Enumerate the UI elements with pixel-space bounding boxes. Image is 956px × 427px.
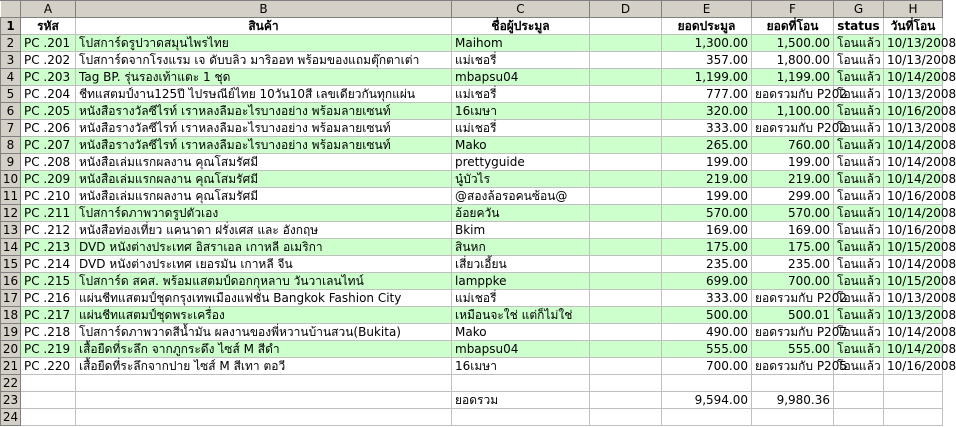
- cell-bid-amount[interactable]: 555.00: [662, 341, 752, 358]
- cell-transfer-date[interactable]: [884, 375, 943, 392]
- cell-empty[interactable]: [590, 239, 662, 256]
- table-row: [1, 239, 943, 256]
- column-header-g[interactable]: G: [834, 1, 884, 18]
- cell-transferred[interactable]: ยอดรวมกับ P202: [752, 120, 834, 137]
- cell-bid-amount[interactable]: [662, 409, 752, 426]
- cell-empty[interactable]: [590, 120, 662, 137]
- cell-transferred[interactable]: [752, 409, 834, 426]
- cell-status[interactable]: โอนแล้ว: [834, 324, 884, 341]
- cell-transfer-date[interactable]: 10/15/2008: [884, 239, 943, 256]
- row-header[interactable]: 8: [1, 137, 21, 154]
- cell-transfer-date[interactable]: 10/14/2008: [884, 69, 943, 86]
- cell-transfer-date[interactable]: 10/13/2008: [884, 290, 943, 307]
- cell-empty[interactable]: [590, 205, 662, 222]
- cell-bid-amount[interactable]: 699.00: [662, 273, 752, 290]
- cell-transfer-date[interactable]: 10/14/2008: [884, 137, 943, 154]
- cell-bid-amount[interactable]: 357.00: [662, 52, 752, 69]
- cell-bid-amount[interactable]: 700.00: [662, 358, 752, 375]
- column-header-a[interactable]: A: [21, 1, 76, 18]
- row-header[interactable]: 20: [1, 341, 21, 358]
- cell-status[interactable]: [834, 409, 884, 426]
- cell-product[interactable]: โปสการ์ดจากโรงแรม เจ ดับบลิว มาริออท พร้อมของแถมตุ๊กตาเต่า: [76, 52, 452, 69]
- row-header[interactable]: 17: [1, 290, 21, 307]
- cell-status[interactable]: โอนแล้ว: [834, 273, 884, 290]
- table-row: [1, 188, 943, 205]
- cell-bid-amount[interactable]: 9,594.00: [662, 392, 752, 409]
- table-row: [1, 205, 943, 222]
- table-row: [1, 137, 943, 154]
- cell-transferred[interactable]: 1,500.00: [752, 35, 834, 52]
- cell-bid-amount[interactable]: 490.00: [662, 324, 752, 341]
- table-row: [1, 375, 943, 392]
- row-header[interactable]: 2: [1, 35, 21, 52]
- cell-product[interactable]: หนังสือเล่มแรกผลงาน คุณโสมรัศมี: [76, 171, 452, 188]
- cell-bid-amount[interactable]: 235.00: [662, 256, 752, 273]
- cell-status[interactable]: โอนแล้ว: [834, 358, 884, 375]
- cell-bid-amount[interactable]: 219.00: [662, 171, 752, 188]
- column-header-e[interactable]: E: [662, 1, 752, 18]
- cell-transferred[interactable]: 555.00: [752, 341, 834, 358]
- cell-empty[interactable]: [590, 273, 662, 290]
- row-header[interactable]: 21: [1, 358, 21, 375]
- cell-status[interactable]: [834, 375, 884, 392]
- cell-code[interactable]: PC .204: [21, 86, 76, 103]
- cell-status[interactable]: โอนแล้ว: [834, 52, 884, 69]
- cell-code[interactable]: PC .203: [21, 69, 76, 86]
- header-cell-transferred[interactable]: ยอดที่โอน: [752, 18, 834, 35]
- cell-transfer-date[interactable]: 10/16/2008: [884, 222, 943, 239]
- cell-empty[interactable]: [590, 324, 662, 341]
- cell-status[interactable]: [834, 392, 884, 409]
- cell-bidder[interactable]: 16เมษา: [452, 358, 590, 375]
- cell-empty[interactable]: [590, 392, 662, 409]
- cell-bid-amount[interactable]: 199.00: [662, 154, 752, 171]
- cell-empty[interactable]: [590, 222, 662, 239]
- grid-body: [1, 18, 956, 426]
- cell-code[interactable]: PC .216: [21, 290, 76, 307]
- cell-code[interactable]: PC .219: [21, 341, 76, 358]
- cell-product[interactable]: Tag BP. รุ่นรองเท้าแตะ 1 ชุด: [76, 69, 452, 86]
- cell-bid-amount[interactable]: 333.00: [662, 290, 752, 307]
- row-header[interactable]: 12: [1, 205, 21, 222]
- cell-bidder[interactable]: @สองล้อรอคนซ้อน@: [452, 188, 590, 205]
- table-row: [1, 86, 943, 103]
- cell-bidder[interactable]: แม่เชอรี่: [452, 86, 590, 103]
- row-header[interactable]: 5: [1, 86, 21, 103]
- cell-empty[interactable]: [590, 409, 662, 426]
- cell-product[interactable]: แผ่นชีทแสตมป์ชุดพระเครื่อง: [76, 307, 452, 324]
- cell-empty[interactable]: [590, 307, 662, 324]
- cell-product[interactable]: [76, 392, 452, 409]
- cell-transfer-date[interactable]: 10/14/2008: [884, 205, 943, 222]
- cell-product[interactable]: เสื้อยืดที่ระลึก จากภูกระดึง ไซส์ M สีดำ: [76, 341, 452, 358]
- cell-code[interactable]: PC .205: [21, 103, 76, 120]
- cell-transferred[interactable]: 175.00: [752, 239, 834, 256]
- cell-transfer-date[interactable]: 10/13/2008: [884, 52, 943, 69]
- column-header-b[interactable]: B: [76, 1, 452, 18]
- row-header[interactable]: 24: [1, 409, 21, 426]
- cell-product[interactable]: หนังสือท่องเที่ยว แคนาดา ฝรั่งเศส และ อังกฤษ: [76, 222, 452, 239]
- cell-transferred[interactable]: 9,980.36: [752, 392, 834, 409]
- cell-product[interactable]: หนังสือรางวัลซีไรท์ เราหลงลืมอะไรบางอย่าง พร้อมลายเซนท์: [76, 137, 452, 154]
- cell-empty[interactable]: [590, 35, 662, 52]
- header-cell-product[interactable]: สินค้า: [76, 18, 452, 35]
- row-header[interactable]: 22: [1, 375, 21, 392]
- cell-transfer-date[interactable]: 10/16/2008: [884, 358, 943, 375]
- column-header-d[interactable]: D: [590, 1, 662, 18]
- cell-status[interactable]: โอนแล้ว: [834, 154, 884, 171]
- cell-product[interactable]: หนังสือรางวัลซีไรท์ เราหลงลืมอะไรบางอย่าง พร้อมลายเซนท์: [76, 120, 452, 137]
- cell-product[interactable]: หนังสือเล่มแรกผลงาน คุณโสมรัศมี: [76, 154, 452, 171]
- cell-empty[interactable]: [590, 86, 662, 103]
- cell-transfer-date[interactable]: 10/13/2008: [884, 86, 943, 103]
- cell-bid-amount[interactable]: 169.00: [662, 222, 752, 239]
- cell-bidder[interactable]: lamppke: [452, 273, 590, 290]
- cell-transferred[interactable]: 199.00: [752, 154, 834, 171]
- cell-product[interactable]: หนังสือรางวัลซีไรท์ เราหลงลืมอะไรบางอย่าง พร้อมลายเซนท์: [76, 103, 452, 120]
- cell-bidder[interactable]: Mako: [452, 324, 590, 341]
- row-header[interactable]: 14: [1, 239, 21, 256]
- cell-code[interactable]: PC .209: [21, 171, 76, 188]
- cell-status[interactable]: โอนแล้ว: [834, 341, 884, 358]
- cell-bidder[interactable]: แม่เชอรี่: [452, 120, 590, 137]
- row-header[interactable]: 10: [1, 171, 21, 188]
- header-cell-empty[interactable]: [590, 18, 662, 35]
- row-header[interactable]: 15: [1, 256, 21, 273]
- cell-empty[interactable]: [590, 256, 662, 273]
- row-header[interactable]: 1: [1, 18, 21, 35]
- cell-product[interactable]: [76, 375, 452, 392]
- cell-transferred[interactable]: 700.00: [752, 273, 834, 290]
- cell-status[interactable]: โอนแล้ว: [834, 205, 884, 222]
- cell-bid-amount[interactable]: 570.00: [662, 205, 752, 222]
- table-row: [1, 154, 943, 171]
- column-header-row: [1, 1, 943, 18]
- cell-product[interactable]: โปสการ์ดภาพวาดรูปตัวเอง: [76, 205, 452, 222]
- cell-status[interactable]: โอนแล้ว: [834, 188, 884, 205]
- cell-code[interactable]: PC .207: [21, 137, 76, 154]
- cell-code[interactable]: PC .202: [21, 52, 76, 69]
- cell-product[interactable]: DVD หนังต่างประเทศ เยอรมัน เกาหลี จีน: [76, 256, 452, 273]
- cell-bid-amount[interactable]: [662, 375, 752, 392]
- cell-transfer-date[interactable]: [884, 392, 943, 409]
- cell-product[interactable]: แผ่นชีทแสตมป์ชุดกรุงเทพเมืองแฟชั่น Bangkok Fashion City: [76, 290, 452, 307]
- cell-transferred[interactable]: ยอดรวมกับ P202: [752, 290, 834, 307]
- cell-transfer-date[interactable]: 10/15/2008: [884, 273, 943, 290]
- cell-bidder[interactable]: mbapsu04: [452, 341, 590, 358]
- cell-bidder[interactable]: Bkim: [452, 222, 590, 239]
- cell-bidder[interactable]: เสี่ยวเอี้ยน: [452, 256, 590, 273]
- cell-product[interactable]: โปสการ์ดรูปวาดสมุนไพรไทย: [76, 35, 452, 52]
- cell-empty[interactable]: [590, 137, 662, 154]
- cell-code[interactable]: [21, 392, 76, 409]
- cell-empty[interactable]: [590, 103, 662, 120]
- cell-code[interactable]: PC .213: [21, 239, 76, 256]
- cell-transferred[interactable]: 169.00: [752, 222, 834, 239]
- row-header[interactable]: 9: [1, 154, 21, 171]
- cell-status[interactable]: โอนแล้ว: [834, 86, 884, 103]
- cell-empty[interactable]: [590, 69, 662, 86]
- cell-code[interactable]: PC .214: [21, 256, 76, 273]
- cell-status[interactable]: โอนแล้ว: [834, 256, 884, 273]
- cell-status[interactable]: โอนแล้ว: [834, 137, 884, 154]
- cell-code[interactable]: PC .215: [21, 273, 76, 290]
- cell-code[interactable]: PC .218: [21, 324, 76, 341]
- cell-bid-amount[interactable]: 320.00: [662, 103, 752, 120]
- cell-code[interactable]: PC .208: [21, 154, 76, 171]
- cell-bidder[interactable]: 16เมษา: [452, 103, 590, 120]
- cell-bid-amount[interactable]: 199.00: [662, 188, 752, 205]
- table-row: [1, 35, 943, 52]
- row-header[interactable]: 6: [1, 103, 21, 120]
- row-header[interactable]: 13: [1, 222, 21, 239]
- column-header-c[interactable]: C: [452, 1, 590, 18]
- cell-status[interactable]: โอนแล้ว: [834, 290, 884, 307]
- header-cell-code[interactable]: รหัส: [21, 18, 76, 35]
- cell-product[interactable]: โปสการ์ด สคส. พร้อมแสตมป์ดอกกุหลาบ วันวาเลนไทน์: [76, 273, 452, 290]
- table-header-row: [1, 18, 943, 35]
- cell-transferred[interactable]: 500.01: [752, 307, 834, 324]
- cell-transferred[interactable]: ยอดรวมกับ P202: [752, 86, 834, 103]
- table-row: [1, 273, 943, 290]
- column-header-f[interactable]: F: [752, 1, 834, 18]
- row-header[interactable]: 11: [1, 188, 21, 205]
- cell-transfer-date[interactable]: 10/13/2008: [884, 307, 943, 324]
- row-header[interactable]: 3: [1, 52, 21, 69]
- table-row: [1, 171, 943, 188]
- cell-empty[interactable]: [590, 358, 662, 375]
- cell-bid-amount[interactable]: 1,199.00: [662, 69, 752, 86]
- cell-status[interactable]: โอนแล้ว: [834, 35, 884, 52]
- cell-product[interactable]: [76, 409, 452, 426]
- cell-transferred[interactable]: 299.00: [752, 188, 834, 205]
- cell-status[interactable]: โอนแล้ว: [834, 120, 884, 137]
- cell-empty[interactable]: [590, 52, 662, 69]
- cell-bid-amount[interactable]: 333.00: [662, 120, 752, 137]
- cell-code[interactable]: PC .201: [21, 35, 76, 52]
- cell-transfer-date[interactable]: [884, 409, 943, 426]
- cell-status[interactable]: โอนแล้ว: [834, 222, 884, 239]
- table-row: [1, 307, 943, 324]
- cell-empty[interactable]: [590, 171, 662, 188]
- cell-transferred[interactable]: 219.00: [752, 171, 834, 188]
- cell-product[interactable]: โปสการ์ดภาพวาดสีน้ำมัน ผลงานของพี่หวานบ้านสวน(Bukita): [76, 324, 452, 341]
- table-row: [1, 256, 943, 273]
- cell-code[interactable]: PC .206: [21, 120, 76, 137]
- row-header[interactable]: 16: [1, 273, 21, 290]
- cell-bid-amount[interactable]: 1,300.00: [662, 35, 752, 52]
- cell-product[interactable]: DVD หนังต่างประเทศ อิสราเอล เกาหลี อเมริกา: [76, 239, 452, 256]
- cell-status[interactable]: โอนแล้ว: [834, 307, 884, 324]
- cell-bidder[interactable]: [452, 375, 590, 392]
- row-header[interactable]: 7: [1, 120, 21, 137]
- cell-transfer-date[interactable]: 10/16/2008: [884, 103, 943, 120]
- cell-transferred[interactable]: ยอดรวมกับ P205: [752, 358, 834, 375]
- table-row: [1, 341, 943, 358]
- header-cell-transfer-date[interactable]: วันที่โอน: [884, 18, 943, 35]
- cell-empty[interactable]: [590, 341, 662, 358]
- cell-bid-amount[interactable]: 175.00: [662, 239, 752, 256]
- table-row: [1, 222, 943, 239]
- table-row: [1, 120, 943, 137]
- cell-bidder[interactable]: mbapsu04: [452, 69, 590, 86]
- cell-transferred[interactable]: 1,800.00: [752, 52, 834, 69]
- cell-bidder[interactable]: แม่เชอรี่: [452, 290, 590, 307]
- table-row: [1, 69, 943, 86]
- cell-empty[interactable]: [590, 375, 662, 392]
- cell-transferred[interactable]: 760.00: [752, 137, 834, 154]
- header-cell-bid-amount[interactable]: ยอดประมูล: [662, 18, 752, 35]
- cell-empty[interactable]: [590, 290, 662, 307]
- cell-product[interactable]: เสื้อยืดที่ระลึกจากปาย ไซส์ M สีเทา ตอวี: [76, 358, 452, 375]
- table-row: [1, 409, 943, 426]
- cell-transferred[interactable]: 235.00: [752, 256, 834, 273]
- cell-status[interactable]: โอนแล้ว: [834, 103, 884, 120]
- cell-bid-amount[interactable]: 777.00: [662, 86, 752, 103]
- cell-transfer-date[interactable]: 10/14/2008: [884, 341, 943, 358]
- cell-transferred[interactable]: ยอดรวมกับ P207: [752, 324, 834, 341]
- table-row: [1, 324, 943, 341]
- cell-transfer-date[interactable]: 10/13/2008: [884, 35, 943, 52]
- cell-transferred[interactable]: 1,100.00: [752, 103, 834, 120]
- cell-bidder[interactable]: ยอดรวม: [452, 392, 590, 409]
- cell-bid-amount[interactable]: 500.00: [662, 307, 752, 324]
- cell-transferred[interactable]: 1,199.00: [752, 69, 834, 86]
- cell-transfer-date[interactable]: 10/13/2008: [884, 120, 943, 137]
- cell-code[interactable]: PC .212: [21, 222, 76, 239]
- cell-empty[interactable]: [590, 154, 662, 171]
- cell-bidder[interactable]: [452, 409, 590, 426]
- row-header[interactable]: 19: [1, 324, 21, 341]
- header-cell-status[interactable]: status: [834, 18, 884, 35]
- cell-code[interactable]: PC .217: [21, 307, 76, 324]
- cell-empty[interactable]: [590, 188, 662, 205]
- cell-bidder[interactable]: prettyguide: [452, 154, 590, 171]
- cell-bidder[interactable]: Mako: [452, 137, 590, 154]
- cell-code[interactable]: PC .210: [21, 188, 76, 205]
- cell-code[interactable]: [21, 375, 76, 392]
- cell-code[interactable]: [21, 409, 76, 426]
- cell-bidder[interactable]: แม่เชอรี่: [452, 52, 590, 69]
- cell-transfer-date[interactable]: 10/14/2008: [884, 324, 943, 341]
- cell-bidder[interactable]: Maihom: [452, 35, 590, 52]
- cell-transfer-date[interactable]: 10/14/2008: [884, 171, 943, 188]
- cell-bidder[interactable]: สินหก: [452, 239, 590, 256]
- cell-product[interactable]: ชีทแสตมป์งาน125ปี ไปรษณีย์ไทย 10วัน10สี เลขเดียวกันทุกแผ่น: [76, 86, 452, 103]
- cell-code[interactable]: PC .211: [21, 205, 76, 222]
- column-header-h[interactable]: H: [884, 1, 943, 18]
- table-row: [1, 103, 943, 120]
- cell-transfer-date[interactable]: 10/16/2008: [884, 188, 943, 205]
- cell-transferred[interactable]: [752, 375, 834, 392]
- cell-product[interactable]: หนังสือเล่มแรกผลงาน คุณโสมรัศมี: [76, 188, 452, 205]
- cell-bidder[interactable]: เหมือนจะใช่ แต่ก็ไม่ใช่: [452, 307, 590, 324]
- cell-transfer-date[interactable]: 10/14/2008: [884, 256, 943, 273]
- cell-status[interactable]: โอนแล้ว: [834, 171, 884, 188]
- cell-code[interactable]: PC .220: [21, 358, 76, 375]
- cell-status[interactable]: โอนแล้ว: [834, 69, 884, 86]
- cell-transfer-date[interactable]: 10/14/2008: [884, 154, 943, 171]
- select-all-corner[interactable]: [1, 1, 21, 18]
- row-header[interactable]: 4: [1, 69, 21, 86]
- header-cell-bidder[interactable]: ชื่อผู้ประมูล: [452, 18, 590, 35]
- table-row: [1, 290, 943, 307]
- row-header[interactable]: 18: [1, 307, 21, 324]
- cell-bidder[interactable]: อ้อยควัน: [452, 205, 590, 222]
- cell-bidder[interactable]: นู๋บัวไร: [452, 171, 590, 188]
- table-row: [1, 358, 943, 375]
- cell-bid-amount[interactable]: 265.00: [662, 137, 752, 154]
- row-header[interactable]: 23: [1, 392, 21, 409]
- cell-status[interactable]: โอนแล้ว: [834, 239, 884, 256]
- table-row: [1, 392, 943, 409]
- table-row: [1, 52, 943, 69]
- cell-transferred[interactable]: 570.00: [752, 205, 834, 222]
